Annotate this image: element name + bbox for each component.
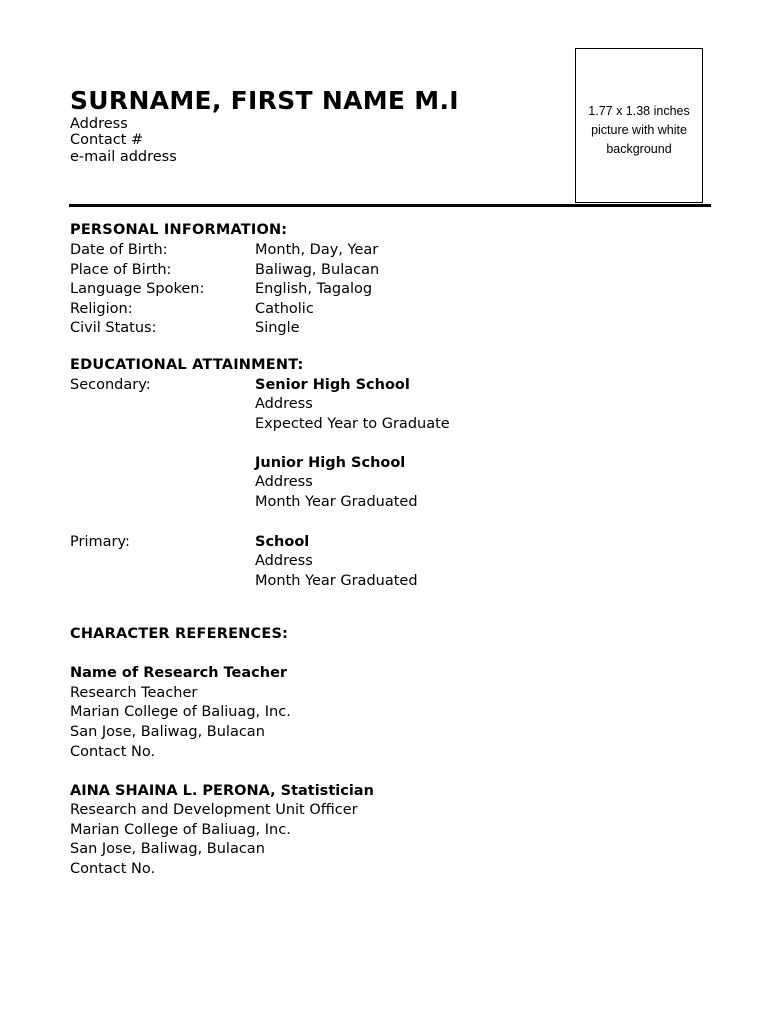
primary-school: School — [255, 534, 310, 550]
info-row — [70, 242, 168, 258]
header-contact: Contact # — [70, 132, 144, 148]
photo-placeholder — [575, 48, 703, 203]
ref2-location: San Jose, Baliwag, Bulacan — [70, 841, 265, 857]
secondary-label: Secondary: — [70, 377, 151, 393]
info-label: Religion: — [70, 301, 133, 317]
header-address: Address — [70, 116, 128, 132]
ref1-position: Research Teacher — [70, 685, 198, 701]
info-row — [70, 320, 157, 336]
header-email: e-mail address — [70, 149, 177, 165]
info-row — [70, 262, 171, 278]
info-value: Baliwag, Bulacan — [255, 262, 380, 278]
header-divider — [69, 204, 711, 207]
info-value: Catholic — [255, 301, 314, 317]
info-value: English, Tagalog — [255, 281, 373, 297]
info-label: Language Spoken: — [70, 281, 205, 297]
ref2-contact: Contact No. — [70, 861, 156, 877]
shs-address: Address — [255, 396, 313, 412]
info-label: Civil Status: — [70, 320, 157, 336]
info-value: Month, Day, Year — [255, 242, 379, 258]
ref1-location: San Jose, Baliwag, Bulacan — [70, 724, 265, 740]
info-row — [70, 281, 204, 297]
ref1-org: Marian College of Baliuag, Inc. — [70, 704, 291, 720]
photo-note: 1.77 x 1.38 inches picture with white background — [588, 104, 690, 156]
ref1-name: Name of Research Teacher — [70, 665, 288, 681]
personal-info-heading: PERSONAL INFORMATION: — [70, 222, 288, 238]
education-heading: EDUCATIONAL ATTAINMENT: — [70, 357, 304, 373]
primary-address: Address — [255, 553, 313, 569]
references-heading: CHARACTER REFERENCES: — [70, 626, 289, 642]
jhs-school: Junior High School — [255, 455, 406, 471]
info-row — [70, 301, 133, 317]
ref2-org: Marian College of Baliuag, Inc. — [70, 822, 291, 838]
applicant-name: SURNAME, FIRST NAME M.I — [70, 86, 459, 115]
primary-year: Month Year Graduated — [255, 573, 418, 589]
jhs-address: Address — [255, 474, 313, 490]
info-label: Date of Birth: — [70, 242, 168, 258]
info-value: Single — [255, 320, 300, 336]
ref2-position: Research and Development Unit Officer — [70, 802, 358, 818]
jhs-year: Month Year Graduated — [255, 494, 418, 510]
ref2-name: AINA SHAINA L. PERONA, Statistician — [70, 783, 374, 799]
info-label: Place of Birth: — [70, 262, 172, 278]
shs-school: Senior High School — [255, 377, 410, 393]
ref1-contact: Contact No. — [70, 744, 156, 760]
shs-year: Expected Year to Graduate — [255, 416, 450, 432]
primary-label: Primary: — [70, 534, 130, 550]
